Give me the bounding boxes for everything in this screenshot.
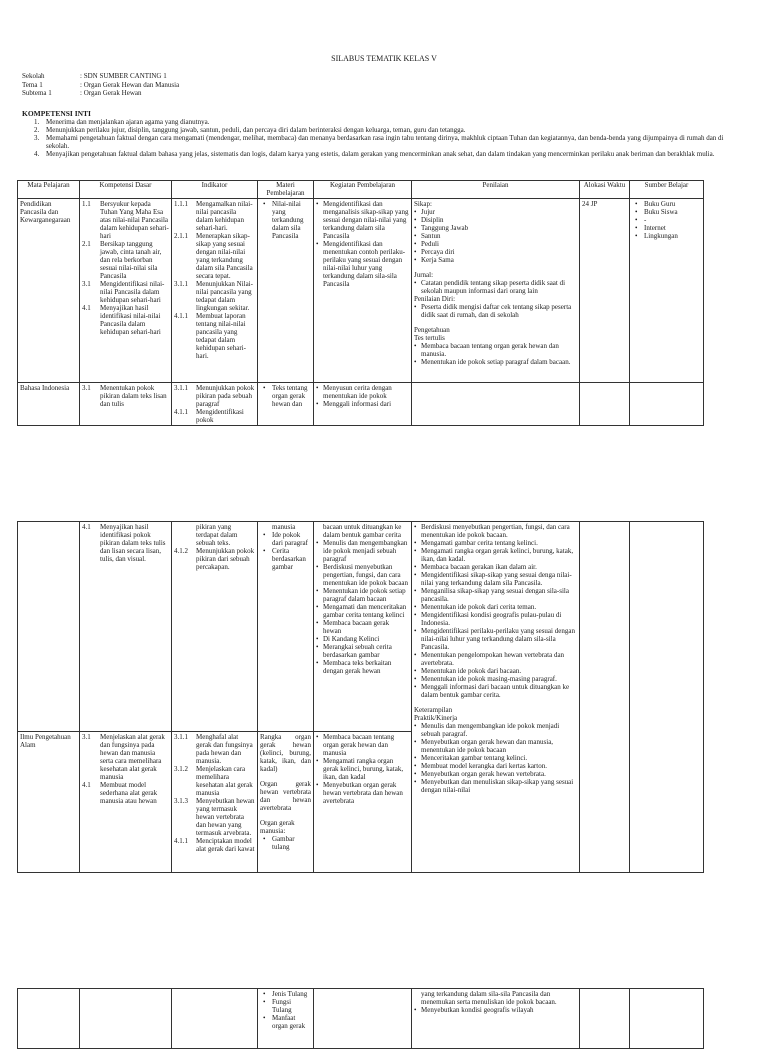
materi-cell: • Teks tentang organ gerak hewan dan <box>258 383 314 426</box>
sumber-cell <box>630 383 704 426</box>
kegiatan-cell <box>314 989 412 1049</box>
alokasi-cell <box>580 383 630 426</box>
ki-item: 1. Menerima dan menjalankan ajaran agama yang dianutnya. <box>34 118 210 126</box>
syllabus-table-part-1 <box>17 180 704 426</box>
penilaian-cell: • Berdiskusi menyebutkan pengertian, fungsi, dan cara menentukan ide pokok bacaan. • Mengamati gambar cerita tentang kelinci. • Mengamati rangka organ gerak kelinci, burung, katak, ikan, dan kadal. • Membaca bacaan gerakan ikan dalam air. • Mengidentifikasi sikap-sikap yang sesuai denga nilai-nilai yang terkandung dalam sila Pancasila. • Menganilisa sikap-sikap yang sesuai dengan sila-sila pancasila. • Menentukan ide pokok dari cerita teman. • Mengidentifikasi kondisi geografis pulau-pulau di Indonesia. • Mengidentifikasi perilaku-perilaku yang sesuai dengan nilai-nilai luhur yang terkandung dalam sila-sila Pancasila. • Menentukan pengelompokan hewan vertebrata dan avertebrata. • Menentukan ide pokok dari bacaan. • Menentukan ide pokok masing-masing paragraf. • Menggali informasi dari bacaan untuk dituangkan ke dalam bentuk gambar cerita. Keterampilan Praktik/Kinerja • Menulis dan mengembangkan ide pokok menjadi sebuah paragraf. • Menyebutkan organ gerak hewan dan manusia, menentukan ide pokok bacaan • Menceritakan gambar tentang kelinci. • Membuat model kerangka dari kertas karton. • Menyebutkan organ gerak hewan vertebrata. • Menyebutkan dan menuliskan sikap-sikap yang sesuai dengan nilai-nilai <box>412 522 580 873</box>
kd-cell: 3.1 Menjelaskan alat gerak dan fungsinya pada hewan dan manusia serta cara memelihara kesehatan alat gerak manusia 4.1 Membuat model sederhana alat gerak manusia atau hewan <box>80 732 172 873</box>
header-mata-pelajaran: Mata Pelajaran <box>18 181 80 199</box>
alokasi-cell <box>580 522 630 873</box>
kompetensi-inti-list <box>22 118 744 158</box>
header-kegiatan: Kegiatan Pembelajaran <box>314 181 412 199</box>
table-row-ipa-cont <box>18 989 704 1049</box>
indikator-cell: 1.1.1 Mengamalkan nilai-nilai pancasila dalam kehidupan sehari-hari. 2.1.1 Menerapkan sikap-sikap yang sesuai dengan nilai-nilai yang terkandung dalam sila Pancasila secara tepat. 3.1.1 Menunjukkan Nilai-nilai pancasila yang tedapat dalam lingkungan sekitar. 4.1.1 Membuat laporan tentang nilai-nilai pancasila yang tedapat dalam kehidupan sehari-hari. <box>172 199 258 383</box>
meta-subtema: Subtema 1 : Organ Gerak Hewan <box>22 89 142 97</box>
table-header-row <box>18 181 704 199</box>
syllabus-table-part-3 <box>17 988 704 1049</box>
mapel-cell: Bahasa Indonesia <box>18 383 80 426</box>
header-materi: Materi Pembelajaran <box>258 181 314 199</box>
kompetensi-inti-heading: KOMPETENSI INTI <box>22 109 91 118</box>
kegiatan-cell: • Membaca bacaan tentang organ gerak hewan dan manusia • Mengamati rangka organ gerak kelinci, burung, katak, ikan, dan kadal • Menyebutkan organ gerak hewan vertebrata dan hewan avertebrata <box>314 732 412 873</box>
header-alokasi-waktu: Alokasi Waktu <box>580 181 630 199</box>
meta-tema: Tema 1 : Organ Gerak Hewan dan Manusia <box>22 80 180 89</box>
table-row-bahasa-indonesia <box>18 383 704 426</box>
sumber-cell <box>630 522 704 873</box>
syllabus-table-part-2 <box>17 521 704 873</box>
ki-item: 2. Menunjukkan perilaku jujur, disiplin, tanggung jawab, santun, peduli, dan percaya diri dalam berinteraksi dengan keluarga, teman, guru dan tetangga. <box>34 126 466 134</box>
alokasi-cell <box>580 989 630 1049</box>
indikator-cell: 3.1.1 Menghafal alat gerak dan fungsinya pada hewan dan manusia. 3.1.2 Menjelaskan cara memelihara kesehatan alat gerak manusia 3.1.3 Menyebutkan hewan yang termasuk hewan vertebrata dan hewan yang termasuk arvebrata. 4.1.1 Menciptakan model alat gerak dari kawat <box>172 732 258 873</box>
sumber-cell: • Buku Guru • Buku Siswa • - • Internet • Lingkungan <box>630 199 704 383</box>
header-meta <box>22 72 179 98</box>
mapel-cell <box>18 522 80 732</box>
header-kompetensi-dasar: Kompetensi Dasar <box>80 181 172 199</box>
materi-cell: Rangka organ gerak hewan (kelinci, burung, katak, ikan, dan kadal) Organ gerak hewan vertebrata dan hewan avertebrata Organ gerak manusia: • Gambar tulang <box>258 732 314 873</box>
sumber-cell <box>630 989 704 1049</box>
penilaian-cell: Sikap: • Jujur • Disiplin • Tanggung Jawab • Santun • Peduli • Percaya diri • Kerja Sama Jurnal: • Catatan pendidik tentang sikap peserta didik saat di sekolah maupun informasi dari orang lain Penilaian Diri: • Peserta didik mengisi daftar cek tentang sikap peserta didik saat di rumah, dan di sekolah Pengetahuan Tes tertulis • Membaca bacaan tentang organ gerak hewan dan manusia. • Menentukan ide pokok setiap paragraf dalam bacaan. <box>412 199 580 383</box>
ki-item: 4. Menyajikan pengetahuan faktual dalam bahasa yang jelas, sistematis dan logis, dalam karya yang estetis, dalam gerakan yang mencerminkan anak sehat, dan dalam tindakan yang mencerminkan perilaku anak beriman dan berakhlak mulia. <box>34 150 715 158</box>
header-penilaian: Penilaian <box>412 181 580 199</box>
page-title: SILABUS TEMATIK KELAS V <box>331 54 437 63</box>
kd-cell: 3.1 Menentukan pokok pikiran dalam teks lisan dan tulis <box>80 383 172 426</box>
indikator-cell <box>172 989 258 1049</box>
penilaian-cell <box>412 383 580 426</box>
kd-cell: 4.1 Menyajikan hasil identifikasi pokok pikiran dalam teks tulis dan lisan secara lisan, tulis, dan visual. <box>80 522 172 732</box>
indikator-cell: pikiran yang terdapat dalam sebuah teks. 4.1.2 Menunjukkan pokok pikiran dari sebuah percakapan. <box>172 522 258 732</box>
kegiatan-cell: • Mengidentifikasi dan menganalisis sikap-sikap yang sesuai dengan nilai-nilai yang terkandung dalam sila Pancasila • Mengidentifikasi dan menentukan contoh perilaku-perilaku yang sesuai dengan nilai-nilai luhur yang terkandung dalam sila-sila Pancasila <box>314 199 412 383</box>
kd-cell: 1.1 Bersyukur kepada Tuhan Yang Maha Esa atas nilai-nilai Pancasila dalam kehidupan sehari-hari 2.1 Bersikap tanggung jawab, cinta tanah air, dan rela berkorban sesuai nilai-nilai sila Pancasila 3.1 Mengidentifikasi nilai-nilai Pancasila dalam kehidupan sehari-hari 4.1 Menyajikan hasil identifikasi nilai-nilai Pancasila dalam kehidupan sehari-hari <box>80 199 172 383</box>
alokasi-cell: 24 JP <box>580 199 630 383</box>
mapel-cell: Pendidikan Pancasila dan Kewarganegaraan <box>18 199 80 383</box>
kegiatan-cell: bacaan untuk dituangkan ke dalam bentuk gambar cerita • Menulis dan mengembangkan ide pokok menjadi sebuah paragraf • Berdiskusi menyebutkan pengertian, fungsi, dan cara menentukan ide pokok bacaan • Menentukan ide pokok setiap paragraf dalam bacaan • Mengamati dan menceritakan gambar cerita tentang kelinci • Membaca bacaan gerak hewan • Di Kandang Kelinci • Merangkai sebuah cerita berdasarkan gambar • Membaca teks berkaitan dengan gerak hewan <box>314 522 412 732</box>
kd-cell <box>80 989 172 1049</box>
materi-cell: manusia • Ide pokok dari paragraf • Cerita berdasarkan gambar <box>258 522 314 732</box>
mapel-cell: Ilmu Pengetahuan Alam <box>18 732 80 873</box>
ki-item: 3. Memahami pengetahuan faktual dengan cara mengamati (mendengar, melihat, membaca) dan menanya berdasarkan rasa ingin tahu tentang dirinya, makhluk ciptaan Tuhan dan kegiatannya, dan benda-benda yang dijumpainya di rumah dan di sekolah. <box>34 134 724 150</box>
indikator-cell: 3.1.1 Menunjukkan pokok pikiran pada sebuah paragraf 4.1.1 Mengidentifikasi pokok <box>172 383 258 426</box>
kegiatan-cell: • Menyusun cerita dengan menentukan ide pokok • Menggali informasi dari <box>314 383 412 426</box>
materi-cell: • Jenis Tulang • Fungsi Tulang • Manfaat organ gerak <box>258 989 314 1049</box>
header-sumber-belajar: Sumber Belajar <box>630 181 704 199</box>
table-row-ppkn <box>18 199 704 383</box>
penilaian-cell: yang terkandung dalam sila-sila Pancasila dan menemukan serta menuliskan ide pokok bacaan. • Menyebutkan kondisi geografis wilayah <box>412 989 580 1049</box>
table-row-bahasa-indonesia-cont <box>18 522 704 732</box>
materi-cell: • Nilai-nilai yang terkandung dalam sila Pancasila <box>258 199 314 383</box>
meta-sekolah: Sekolah : SDN SUMBER CANTING 1 <box>22 72 167 80</box>
header-indikator: Indikator <box>172 181 258 199</box>
mapel-cell <box>18 989 80 1049</box>
